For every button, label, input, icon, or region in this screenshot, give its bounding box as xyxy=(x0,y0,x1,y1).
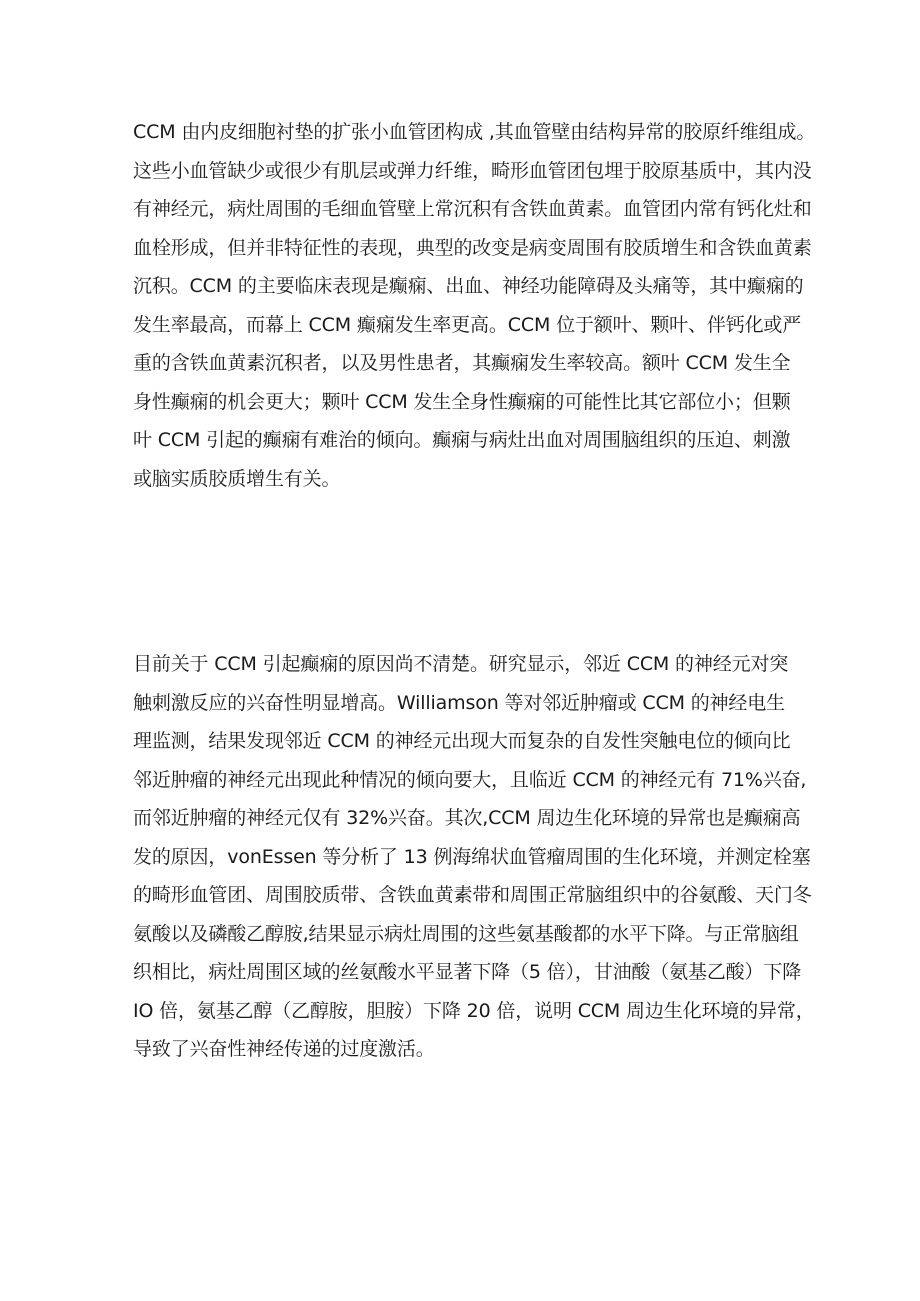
text-line: 理监测，结果发现邻近 CCM 的神经元出现大而复杂的自发性突触电位的倾向比 xyxy=(133,730,791,752)
text-line: 血栓形成，但并非特征性的表现，典型的改变是病变周围有胶质增生和含铁血黄素 xyxy=(133,236,812,259)
text-line: 叶 CCM 引起的癫痫有难治的倾向。癫痫与病灶出血对周围脑组织的压迫、刺激 xyxy=(133,429,791,451)
text-line: 织相比，病灶周围区域的丝氨酸水平显著下降（5 倍），甘油酸（氨基乙酸）下降 xyxy=(133,961,802,983)
text-line: 重的含铁血黄素沉积者，以及男性患者，其癫痫发生率较高。额叶 CCM 发生全 xyxy=(133,352,791,374)
text-line: 或脑实质胶质增生有关。 xyxy=(133,467,341,490)
text-line: 沉积。CCM 的主要临床表现是癫痫、出血、神经功能障碍及头痛等，其中癫痫的 xyxy=(133,275,804,297)
text-line: 发的原因，vonEssen 等分析了 13 例海绵状血管瘤周围的生化环境，并测定栓塞 xyxy=(133,845,811,868)
paragraph-ccm-pathology xyxy=(133,113,816,498)
text-line: 有神经元，病灶周围的毛细血管壁上常沉积有含铁血黄素。血管团内常有钙化灶和 xyxy=(133,198,812,220)
text-line: 氨酸以及磷酸乙醇胺,结果显示病灶周围的这些氨基酸都的水平下降。与正常脑组 xyxy=(133,922,799,945)
text-line: 导致了兴奋性神经传递的过度激活。 xyxy=(133,1038,435,1060)
text-line: IO 倍，氨基乙醇（乙醇胺，胆胺）下降 20 倍，说明 CCM 周边生化环境的异常， xyxy=(133,999,815,1022)
text-line: 目前关于 CCM 引起癫痫的原因尚不清楚。研究显示，邻近 CCM 的神经元对突 xyxy=(133,653,789,675)
text-line: CCM 由内皮细胞衬垫的扩张小血管团构成 ,其血管壁由结构异常的胶原纤维组成。 xyxy=(133,121,816,143)
text-line: 发生率最高，而幕上 CCM 癫痫发生率更高。CCM 位于额叶、颗叶、伴钙化或严 xyxy=(133,313,802,336)
text-line: 邻近肿瘤的神经元出现此种情况的倾向要大，且临近 CCM 的神经元有 71%兴奋, xyxy=(133,768,807,791)
paragraph-ccm-epilepsy-mechanism xyxy=(133,645,813,1069)
text-line: 的畸形血管团、周围胶质带、含铁血黄素带和周围正常脑组织中的谷氨酸、天门冬 xyxy=(133,884,812,906)
text-line: 身性癫痫的机会更大；颗叶 CCM 发生全身性癫痫的可能性比其它部位小；但颗 xyxy=(133,390,791,413)
text-line: 而邻近肿瘤的神经元仅有 32%兴奋。其次,CCM 周边生化环境的异常也是癫痫高 xyxy=(133,807,801,829)
text-line: 这些小血管缺少或很少有肌层或弹力纤维，畸形血管团包埋于胶原基质中，其内没 xyxy=(133,159,812,182)
text-line: 触刺激反应的兴奋性明显增高。Williamson 等对邻近肿瘤或 CCM 的神经电生 xyxy=(133,691,785,714)
